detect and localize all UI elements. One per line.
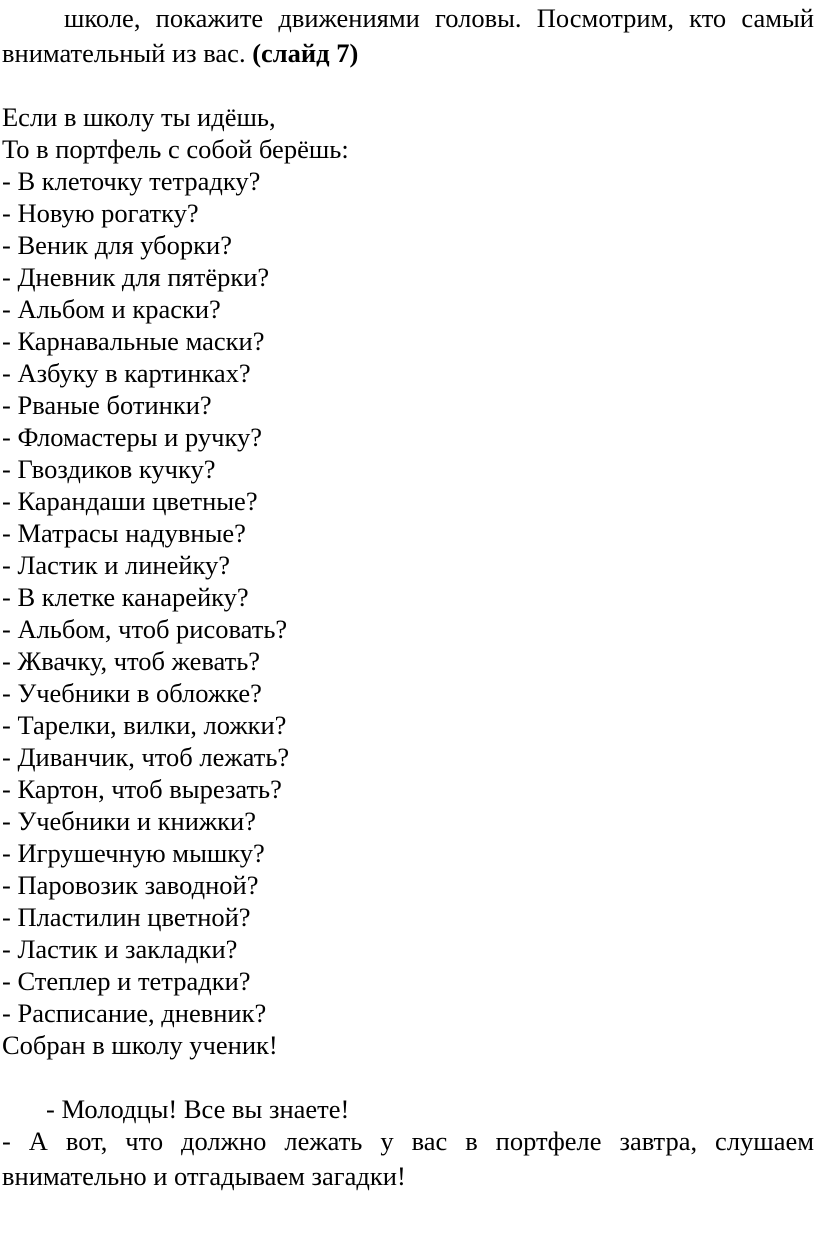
poem-item: - В клетке канарейку? <box>2 582 249 612</box>
poem-item: - Расписание, дневник? <box>2 998 267 1028</box>
poem-item: - Пластилин цветной? <box>2 902 251 932</box>
poem-item: - Карнавальные маски? <box>2 326 265 356</box>
poem-opening-1: Если в школу ты идёшь, <box>2 102 276 132</box>
intro-line-2-text: внимательный из вас. <box>2 38 246 68</box>
poem-item: - Игрушечную мышку? <box>2 838 265 868</box>
poem-item: - Диванчик, чтоб лежать? <box>2 742 290 772</box>
poem-item: - Карандаши цветные? <box>2 486 258 516</box>
poem-item: - Ластик и закладки? <box>2 934 238 964</box>
poem-item: - Тарелки, вилки, ложки? <box>2 710 287 740</box>
poem-item: - В клеточку тетрадку? <box>2 166 261 196</box>
poem-item: - Азбуку в картинках? <box>2 358 251 388</box>
poem-item: - Фломастеры и ручку? <box>2 422 262 452</box>
poem-item: - Альбом и краски? <box>2 294 221 324</box>
outro-line-1: - А вот, что должно лежать у вас в портфеле завтра, слушаем <box>2 1126 814 1156</box>
poem-item: - Учебники в обложке? <box>2 678 262 708</box>
poem-item: - Картон, чтоб вырезать? <box>2 774 282 804</box>
poem-item: - Дневник для пятёрки? <box>2 262 270 292</box>
poem-item: - Рваные ботинки? <box>2 390 212 420</box>
poem-item: - Учебники и книжки? <box>2 806 257 836</box>
poem-item: - Веник для уборки? <box>2 230 232 260</box>
slide-reference: (слайд 7) <box>252 38 359 68</box>
praise-line: - Молодцы! Все вы знаете! <box>46 1094 350 1124</box>
outro-line-2: внимательно и отгадываем загадки! <box>2 1161 406 1191</box>
poem-item: - Альбом, чтоб рисовать? <box>2 614 288 644</box>
poem-item: - Гвоздиков кучку? <box>2 454 216 484</box>
poem-item: - Паровозик заводной? <box>2 870 259 900</box>
poem-item: - Матрасы надувные? <box>2 518 246 548</box>
poem-closing: Собран в школу ученик! <box>2 1030 278 1060</box>
poem-item: - Жвачку, чтоб жевать? <box>2 646 261 676</box>
poem-opening-2: То в портфель с собой берёшь: <box>2 134 349 164</box>
intro-line-2 <box>2 37 814 69</box>
intro-line-1: школе, покажите движениями головы. Посмотрим, кто самый <box>64 3 814 33</box>
poem-item: - Новую рогатку? <box>2 198 199 228</box>
poem-item: - Ластик и линейку? <box>2 550 231 580</box>
poem-item: - Степлер и тетрадки? <box>2 966 251 996</box>
